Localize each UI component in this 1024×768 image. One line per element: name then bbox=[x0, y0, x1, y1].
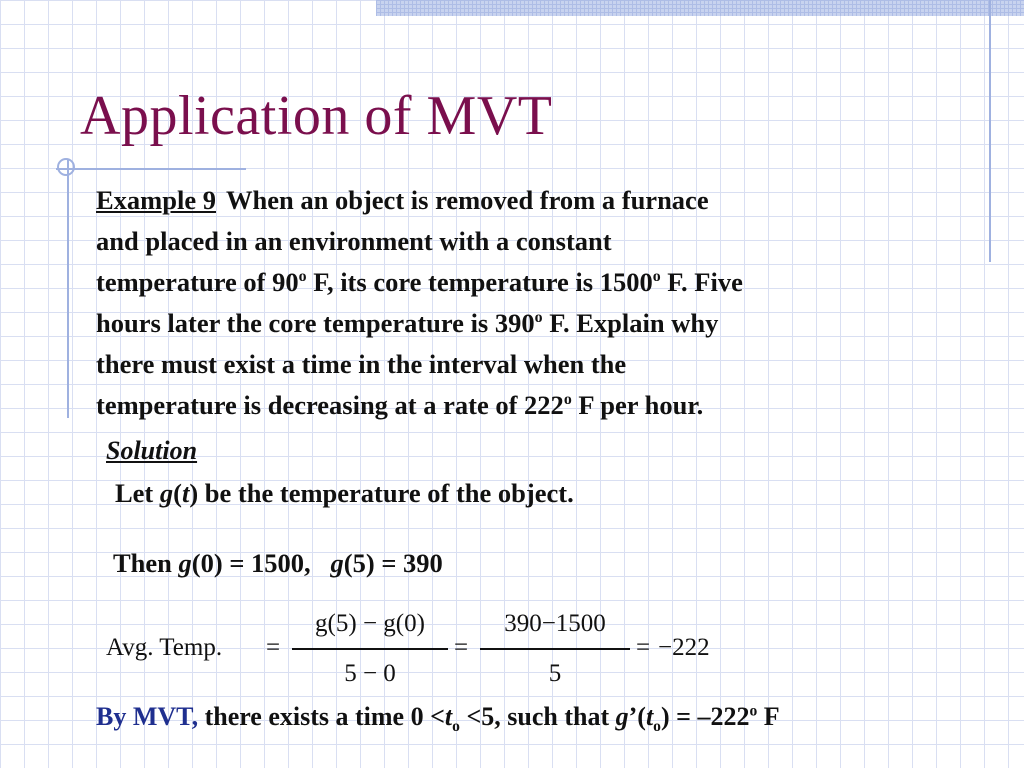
then-prefix: Then bbox=[113, 548, 179, 578]
function-g: g bbox=[178, 548, 192, 578]
g5-value: (5) = 390 bbox=[343, 548, 443, 578]
problem-text: F. Explain why bbox=[542, 308, 719, 338]
problem-statement bbox=[96, 180, 976, 426]
problem-text: F per hour. bbox=[571, 390, 704, 420]
fraction-denominator: 5 bbox=[548, 659, 562, 687]
mvt-conclusion bbox=[96, 702, 780, 736]
numeric-quotient bbox=[480, 606, 630, 692]
fraction-numerator: 390−1500 bbox=[504, 610, 606, 637]
variable-t: t bbox=[645, 702, 654, 731]
decorative-left-rule bbox=[67, 160, 69, 418]
conclusion-text: ) = –222 bbox=[660, 702, 750, 731]
problem-line-5 bbox=[96, 344, 976, 385]
let-rest: be the temperature of the object. bbox=[198, 478, 574, 508]
unit-label: F bbox=[757, 702, 780, 731]
g0-value: (0) = 1500, bbox=[191, 548, 311, 578]
problem-line-6 bbox=[96, 385, 976, 426]
variable-t: t bbox=[444, 702, 453, 731]
degree-mark: o bbox=[298, 268, 307, 286]
equals-sign: = bbox=[454, 634, 469, 661]
fraction-bar bbox=[292, 648, 448, 650]
solution-heading: Solution bbox=[106, 436, 198, 465]
degree-mark: o bbox=[652, 268, 661, 286]
problem-line-1 bbox=[96, 180, 976, 221]
problem-text: temperature of 90 bbox=[96, 267, 299, 297]
paren-close: ) bbox=[189, 478, 199, 508]
mvt-label: By MVT, bbox=[96, 702, 199, 731]
degree-mark: o bbox=[534, 309, 543, 327]
equals-sign: = bbox=[266, 634, 281, 661]
conclusion-text: there exists a time 0 < bbox=[198, 702, 445, 731]
equals-sign: = bbox=[636, 634, 651, 661]
problem-text: and placed in an environment with a constant bbox=[96, 226, 612, 256]
function-g: g bbox=[159, 478, 174, 508]
subscript-o: o bbox=[452, 718, 460, 736]
problem-text: hours later the core temperature is 390 bbox=[96, 308, 535, 338]
problem-text: When an object is removed from a furnace bbox=[226, 185, 709, 215]
problem-text: F, its core temperature is 1500 bbox=[306, 267, 653, 297]
decorative-right-rule bbox=[989, 0, 991, 262]
function-g: g bbox=[330, 548, 344, 578]
result-value: −222 bbox=[658, 634, 710, 661]
slide-title: Application of MVT bbox=[80, 85, 553, 147]
avg-temp-label: Avg. Temp. bbox=[106, 634, 223, 661]
problem-text: F. Five bbox=[660, 267, 743, 297]
conclusion-text: <5, such that bbox=[459, 702, 616, 731]
paren-open: ( bbox=[173, 478, 182, 508]
let-statement bbox=[115, 478, 574, 509]
problem-line-4 bbox=[96, 303, 976, 344]
degree-mark: o bbox=[563, 391, 572, 409]
fraction-denominator: 5 − 0 bbox=[344, 659, 396, 687]
difference-quotient bbox=[292, 606, 448, 692]
subscript-o: o bbox=[653, 718, 661, 736]
problem-text: temperature is decreasing at a rate of 222 bbox=[96, 390, 564, 420]
problem-line-2 bbox=[96, 221, 976, 262]
problem-text: there must exist a time in the interval when the bbox=[96, 349, 627, 379]
degree-mark: o bbox=[749, 702, 758, 720]
function-g: g bbox=[615, 702, 629, 731]
let-prefix: Let bbox=[115, 478, 160, 508]
decorative-top-band bbox=[376, 0, 1024, 16]
problem-line-3 bbox=[96, 262, 976, 303]
decorative-ring-icon bbox=[57, 158, 75, 176]
fraction-bar bbox=[480, 648, 630, 650]
fraction-numerator: g(5) − g(0) bbox=[315, 610, 425, 637]
prime-mark: ’( bbox=[628, 702, 646, 731]
variable-t: t bbox=[181, 478, 190, 508]
then-statement bbox=[113, 548, 443, 579]
decorative-title-rule bbox=[56, 168, 246, 170]
example-label: Example 9 bbox=[96, 185, 216, 215]
